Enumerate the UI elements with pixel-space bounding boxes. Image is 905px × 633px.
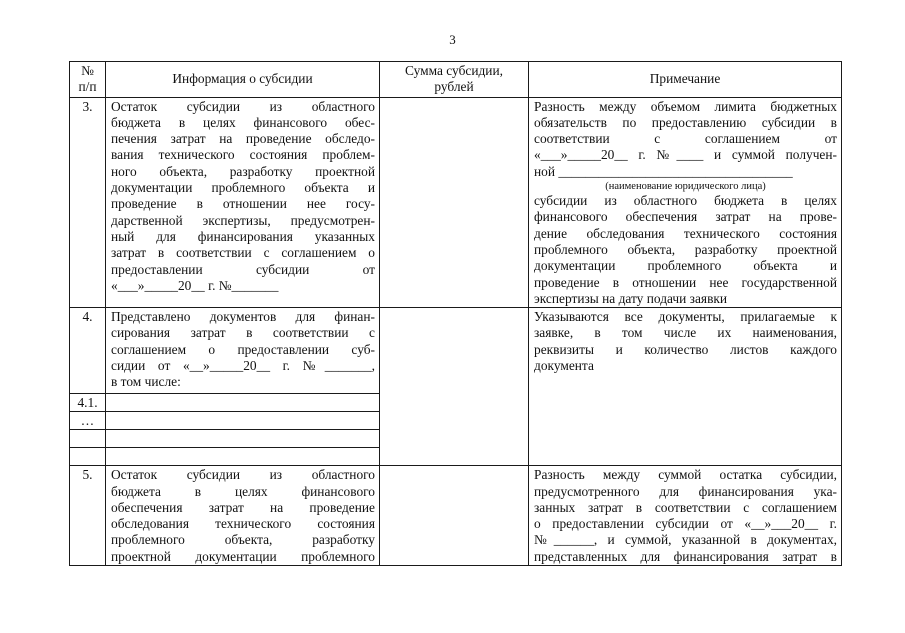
row4-num: 4. [70,308,106,393]
row3-info-line: предоставлении субсидии от [111,261,375,277]
row4-info [106,308,380,393]
row3-note-line: «___»_____20__ г. №____ и суммой получен- [534,147,837,163]
table-header-row [70,62,842,98]
row5-note-line: предусмотренного для финансирования ука- [534,483,837,499]
row3-info-line: бюджета в целях финансового обес- [111,114,375,130]
row3-info-line: вания технического состояния проблем- [111,147,375,163]
row3-note-line: проблемного объекта, разработку проектной [534,241,837,257]
row4-more-info [106,411,380,429]
row3-note-line: финансового обеспечения затрат на прове- [534,209,837,225]
row5-info [106,466,380,566]
row4-info-line: сирования затрат в соответствии с [111,325,375,341]
header-note: Примечание [529,62,842,98]
row3-info-line: ный для финансирования указанных [111,228,375,244]
row3-info-line: затрат в соответствии с соглашением о [111,245,375,261]
row3-info-line: Остаток субсидии из областного [111,98,375,114]
row4-info-line: сидии от «__»_____20__ г. №_______, [111,358,375,374]
row3-note-line: субсидии из областного бюджета в целях [534,193,837,209]
row3-note-line: ной ___________________________________ [534,163,793,179]
row5-info-line: проблемного объекта, разработку [111,532,375,548]
row3-note [529,97,842,308]
header-num [70,62,106,98]
row3-note-line: экспертизы на дату подачи заявки [534,290,728,306]
subsidy-info-table [69,61,842,566]
row4-blank-info [106,430,380,448]
row4-info-line: в том числе: [111,374,181,390]
table-row-3 [70,97,842,308]
row4-blank-num [70,430,106,448]
row3-note-caption: (наименование юридического лица) [605,181,766,193]
row3-info-line: документации проблемного объекта и [111,180,375,196]
row3-info-line: ного объекта, разработку проектной [111,163,375,179]
row5-note-line: занных затрат в соответствии с соглашением [534,499,837,515]
row4-note-line: Указываются все документы, прилагаемые к [534,309,837,325]
table-row-4 [70,308,842,393]
row4-blank-info [106,448,380,466]
row5-note-line: Разность между суммой остатка субсидии, [534,467,837,483]
row5-info-line: Остаток субсидии из областного [111,467,375,483]
row3-num: 3. [70,97,106,308]
row4-1-info [106,393,380,411]
header-num-line: № [81,63,94,78]
row5-note-line: №______, и суммой, указанной в документах, [534,532,837,548]
row3-note-line: дение обследования технического состояния [534,225,837,241]
header-amount [380,62,529,98]
row4-note-line: документа [534,358,594,374]
row4-more-num: … [70,411,106,429]
page-number: 3 [449,32,456,47]
header-num-line: п/п [78,79,97,95]
row4-blank-num [70,448,106,466]
row5-info-line: проектной документации проблемного [111,548,375,564]
row3-info-line: печения затрат на проведение обследо- [111,131,375,147]
row5-note-line: о предоставлении субсидии от «__»___20__ г. [534,516,837,532]
row4-info-line: Представлено документов для финан- [111,309,375,325]
row3-info-line: дарственной экспертизы, предусмотрен- [111,212,375,228]
row4-note-line: реквизиты и количество листов каждого [534,341,837,357]
row5-num: 5. [70,466,106,566]
row3-info-line: проведение в отношении нее госу- [111,196,375,212]
header-amount-line: рублей [434,79,474,95]
row4-info-line: соглашением о предоставлении суб- [111,341,375,357]
row3-info-line: «___»_____20__ г. №_______ [111,277,279,293]
row4-note-line: заявке, в том числе их наименования, [534,325,837,341]
row4-1-num: 4.1. [70,393,106,411]
row5-info-line: бюджета в целях финансового [111,483,375,499]
row4-note [529,308,842,466]
row3-note-line: соответствии с соглашением от [534,131,837,147]
row5-info-line: обеспечения затрат на проведение [111,499,375,515]
row5-note [529,466,842,566]
row5-note-line: представленных для финансирования затрат в [534,548,837,564]
row3-note-line: Разность между объемом лимита бюджетных [534,98,837,114]
table-row-5 [70,466,842,566]
header-amount-line: Сумма субсидии, [405,63,503,78]
row3-note-line: проведение в отношении нее государственной [534,274,837,290]
header-info: Информация о субсидии [106,62,380,98]
row3-note-line: обязательств по предоставлению субсидии в [534,114,837,130]
row5-amount-cell [380,466,529,566]
row5-info-line: обследования технического состояния [111,516,375,532]
row3-note-line: документации проблемного объекта и [534,258,837,274]
row3-info [106,97,380,308]
row4-amount-cell [380,308,529,466]
row3-amount-cell [380,97,529,308]
